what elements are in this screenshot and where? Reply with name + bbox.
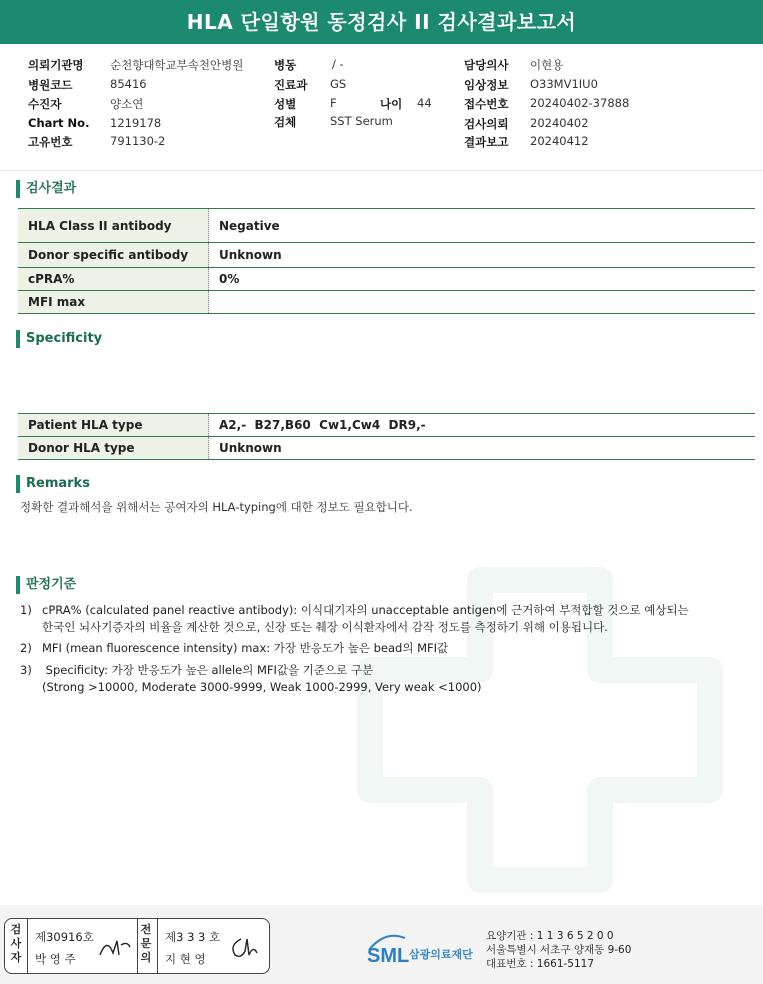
hla-label: Patient HLA type: [18, 414, 209, 437]
result-value: Unknown: [209, 243, 756, 268]
info-value: 1219178: [110, 116, 162, 130]
result-label: Donor specific antibody: [18, 243, 209, 268]
result-value: Negative: [209, 209, 756, 243]
hla-value: A2,- B27,B60 Cw1,Cw4 DR9,-: [209, 414, 756, 437]
logo-text: SML: [367, 945, 410, 967]
info-row: [28, 134, 72, 150]
info-row: [110, 57, 243, 73]
info-key: 결과보고: [464, 135, 509, 149]
result-value: 0%: [209, 268, 756, 291]
info-row: [110, 96, 143, 112]
section-results-heading: 검사결과: [16, 180, 76, 198]
table-row: [18, 209, 755, 243]
info-row: [110, 134, 165, 148]
specimen-key: 검체: [274, 115, 297, 129]
tester-signature-icon: [97, 933, 133, 961]
hla-type-table: [18, 413, 755, 460]
criteria-item: [20, 640, 448, 657]
specimen-value: SST Serum: [330, 114, 393, 128]
info-key: Chart No.: [28, 116, 90, 130]
info-key: 병원코드: [28, 78, 73, 92]
info-key: 의뢰기관명: [28, 58, 84, 72]
doctor-license-no: 제3 3 3 호: [165, 930, 221, 944]
table-row: [18, 437, 755, 460]
info-value: 순천향대학교부속천안병원: [110, 58, 244, 72]
criteria-item: [20, 602, 689, 636]
table-row: [18, 291, 755, 314]
footer-line: 요양기관 : 1 1 3 6 5 2 0 0: [486, 930, 614, 942]
results-table: [18, 208, 755, 314]
section-remarks-heading: Remarks: [16, 475, 90, 493]
info-key: 수진자: [28, 97, 62, 111]
info-value: O33MV1IU0: [530, 77, 598, 91]
footer-line: 서울특별시 서초구 양재동 9-60: [486, 944, 632, 956]
ward-value: / -: [332, 57, 344, 71]
info-row: [28, 116, 89, 130]
footer-address: [486, 929, 631, 971]
result-label: MFI max: [18, 291, 209, 314]
sml-logo: [365, 930, 485, 970]
criteria-line: 한국인 뇌사기증자의 비율을 계산한 것으로, 신장 또는 췌장 이식환자에서 감작 정도를 측정하기 위해 이용됩니다.: [42, 620, 608, 634]
doctor-name: 지 현 영: [165, 952, 206, 966]
result-label: HLA Class II antibody: [18, 209, 209, 243]
criteria-line: (Strong >10000, Moderate 3000-9999, Weak 1000-2999, Very weak <1000): [42, 680, 482, 694]
info-value: 양소연: [110, 97, 144, 111]
info-value: 791130-2: [110, 134, 166, 148]
info-key: 검사의뢰: [464, 117, 509, 131]
info-row: [28, 77, 72, 93]
doctor-label: 전 문 의: [140, 923, 152, 964]
signature-box: [4, 918, 270, 974]
sex-value: F: [330, 96, 337, 110]
result-value: [209, 291, 756, 314]
section-criteria-heading: 판정기준: [16, 576, 76, 594]
sex-key: 성별: [274, 97, 297, 111]
tester-label: 검 사 자: [10, 923, 22, 964]
table-row: [18, 243, 755, 268]
tester-name: 박 영 주: [35, 952, 76, 966]
doctor-signature-icon: [227, 933, 263, 961]
ward-key: 병동: [274, 58, 297, 72]
table-row: [18, 414, 755, 437]
info-row: [28, 57, 84, 73]
footer-line: 대표번호 : 1661-5117: [486, 958, 595, 970]
info-value: 20240402-37888: [530, 96, 630, 110]
remark-text: 정확한 결과해석을 위해서는 공여자의 HLA-typing에 대한 정보도 필요합니다.: [20, 500, 413, 514]
info-value: 20240402: [530, 116, 589, 130]
info-key: 담당의사: [464, 58, 509, 72]
criteria-number: 2): [20, 641, 32, 655]
age-key: 나이: [380, 97, 403, 111]
criteria-item: [20, 662, 482, 696]
info-value: 85416: [110, 77, 147, 91]
sml-logo-icon: [365, 930, 485, 970]
info-value: 이현용: [530, 58, 564, 72]
info-key: 임상정보: [464, 78, 509, 92]
hla-label: Donor HLA type: [18, 437, 209, 460]
hla-value: Unknown: [209, 437, 756, 460]
info-key: 고유번호: [28, 135, 73, 149]
criteria-line: cPRA% (calculated panel reactive antibody): 이식대기자의 unacceptable antigen에 근거하여 부적합할 것으로 예상되는: [42, 603, 689, 617]
info-row: [110, 77, 147, 91]
age-value: 44: [417, 96, 432, 110]
criteria-line: MFI (mean fluorescence intensity) max: 가장 반응도가 높은 bead의 MFI값: [42, 641, 449, 655]
result-label: cPRA%: [18, 268, 209, 291]
table-row: [18, 268, 755, 291]
info-row: [110, 116, 161, 130]
info-value: 20240412: [530, 134, 589, 148]
criteria-number: 1): [20, 603, 32, 617]
dept-value: GS: [330, 77, 347, 91]
dept-key: 진료과: [274, 78, 308, 92]
criteria-line: Specificity: 가장 반응도가 높은 allele의 MFI값을 기준으로 구분: [42, 663, 374, 677]
report-title: HLA 단일항원 동정검사 II 검사결과보고서: [0, 0, 763, 44]
logo-org: 삼광의료재단: [409, 948, 473, 961]
info-row: [28, 96, 61, 112]
tester-license-no: 제30916호: [35, 930, 94, 944]
section-specificity-heading: Specificity: [16, 330, 102, 348]
info-key: 접수번호: [464, 97, 509, 111]
criteria-number: 3): [20, 663, 32, 677]
